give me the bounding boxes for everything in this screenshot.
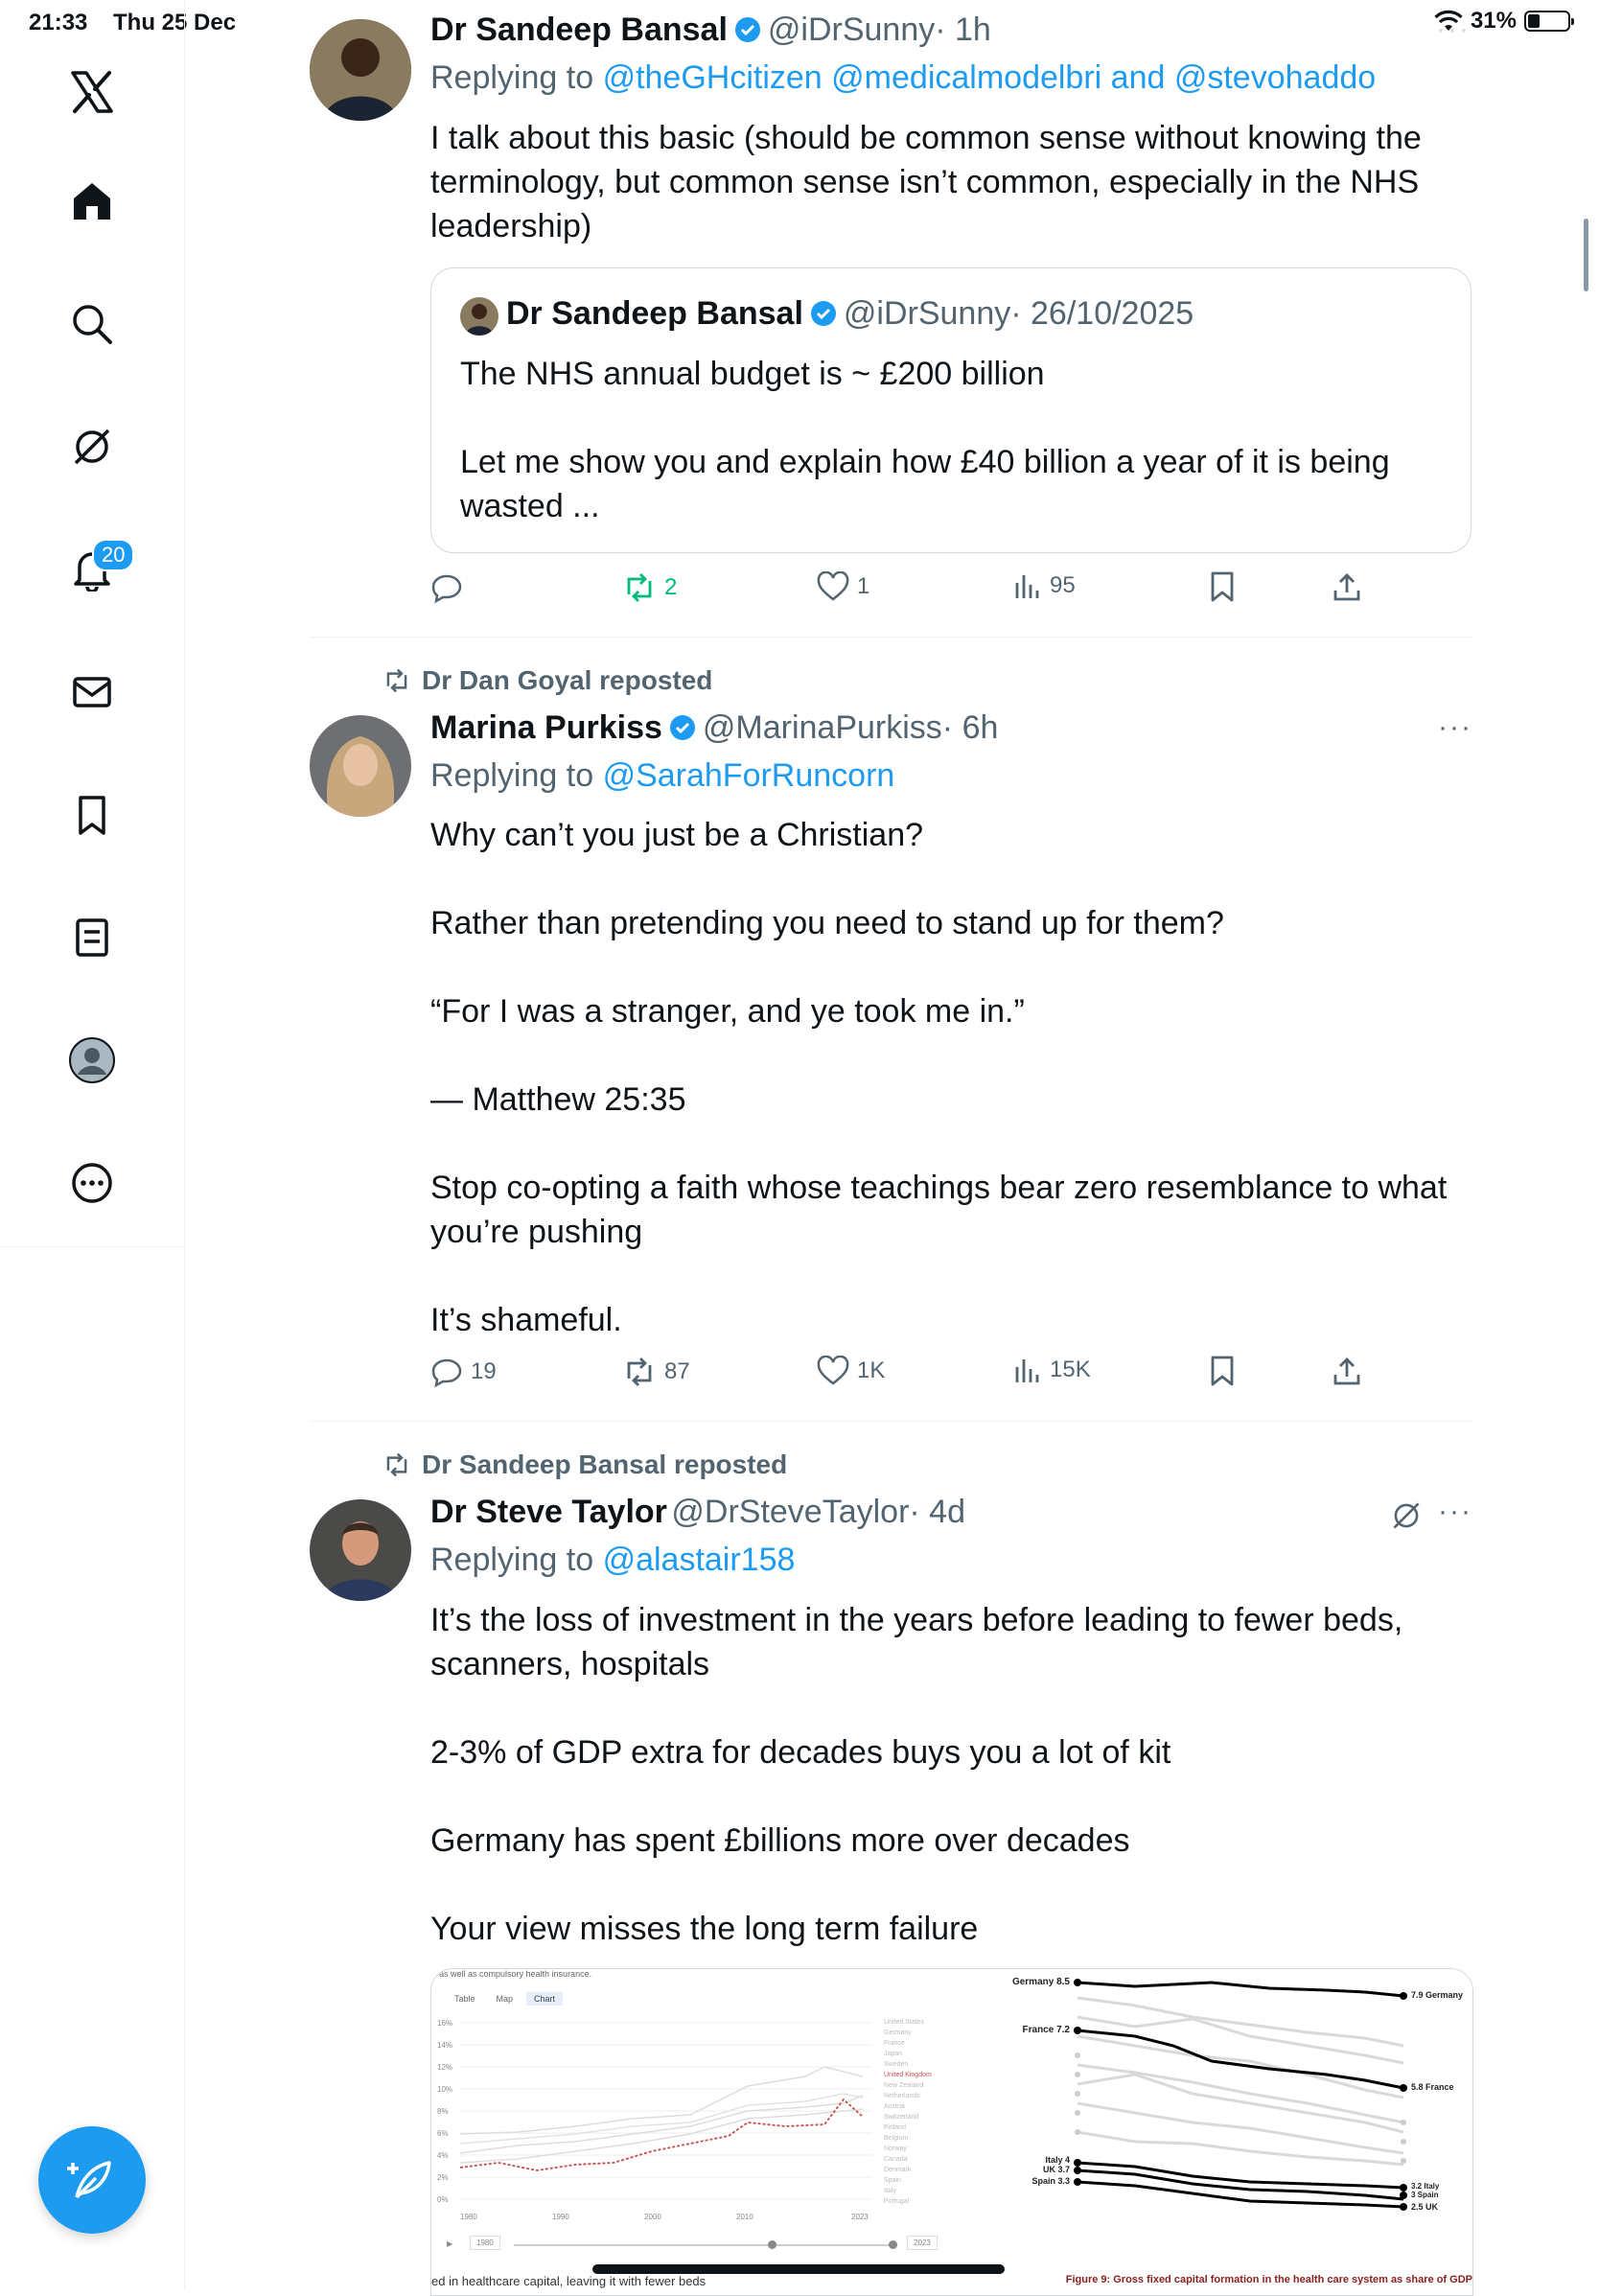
- y-tick: 0%: [437, 2195, 449, 2204]
- x-tick: 1990: [552, 2213, 569, 2221]
- avatar-sandeep[interactable]: [310, 19, 411, 121]
- tweet-text: It’s the loss of investment in the years before leading to fewer beds, scanners, hospitals 2-3% of GDP extra for decades buys you a lot of kit Germany has spent £billions more over decades Your view misses the long term failure: [430, 1602, 1403, 1947]
- profile-icon[interactable]: [63, 1032, 121, 1089]
- right-label-left: Spain 3.3: [1031, 2176, 1070, 2186]
- media-image-right[interactable]: [982, 1969, 1472, 2295]
- media-tab-map: Map: [496, 1994, 514, 2004]
- share-button[interactable]: [1332, 571, 1362, 602]
- share-icon: [1332, 1356, 1362, 1386]
- tweet-divider: [310, 637, 1473, 638]
- y-tick: 14%: [437, 2041, 453, 2050]
- right-label-left: Germany 8.5: [1011, 1977, 1070, 1987]
- sidebar: [0, 0, 185, 1246]
- like-button[interactable]: [817, 1356, 885, 1386]
- right-label-left: UK 3.7: [1042, 2165, 1070, 2174]
- legend-item: Switzerland: [884, 2114, 919, 2121]
- repost-indicator[interactable]: [382, 665, 712, 696]
- bookmark-icon: [1209, 571, 1236, 602]
- tweet-text: Why can’t you just be a Christian? Rather than pretending you need to stand up for them? “For I was a stranger, and ye took me in.” — Matthew 25:35 Stop co-opting a faith whose teachings bear zero resemblance to what you’re pushing It’s shameful.: [430, 817, 1448, 1338]
- legend-item: Italy: [884, 2188, 896, 2194]
- more-options-icon[interactable]: ···: [1436, 13, 1471, 45]
- repost-button[interactable]: [622, 571, 677, 604]
- x-tick: 1980: [460, 2213, 477, 2221]
- legend-item: Austria: [884, 2103, 905, 2110]
- verified-badge-icon: [809, 299, 838, 328]
- media-tabs: [447, 1992, 563, 2006]
- tweet-time[interactable]: · 1h: [935, 12, 991, 48]
- replying-to-users[interactable]: @alastair158: [602, 1542, 796, 1578]
- quote-text: The NHS annual budget is ~ £200 billion Let me show you and explain how £40 billion a year of it is being wasted ...: [460, 356, 1390, 524]
- heart-icon: [817, 571, 849, 602]
- reply-icon: [430, 1356, 463, 1388]
- verified-badge-icon: [668, 713, 697, 742]
- right-label-right: 2.5 UK: [1411, 2202, 1439, 2212]
- replying-to: [430, 757, 894, 795]
- tweet-header: [430, 709, 998, 747]
- tweet-actions: [430, 571, 1389, 610]
- media-range-slider: ▶ 1980 2023: [447, 2236, 955, 2255]
- media-x-axis: [460, 2213, 872, 2224]
- tweet-text: I talk about this basic (should be common sense without knowing the terminology, but common sense isn’t common, especially in the NHS leadership): [430, 120, 1422, 244]
- legend-item: Portugal: [884, 2198, 910, 2205]
- x-tick: 2023: [851, 2213, 869, 2221]
- tweet-header: [430, 1494, 965, 1531]
- reply-button[interactable]: [430, 1356, 497, 1388]
- heart-icon: [817, 1356, 849, 1386]
- quote-handle: @iDrSunny: [843, 295, 1011, 332]
- home-indicator[interactable]: [592, 2264, 1005, 2274]
- scrollbar[interactable]: [1584, 219, 1588, 291]
- right-label-left: France 7.2: [1022, 2025, 1070, 2035]
- repost-icon: [382, 1451, 412, 1478]
- author-name[interactable]: Dr Steve Taylor: [430, 1494, 667, 1530]
- compose-button[interactable]: [38, 2126, 146, 2234]
- reply-icon: [430, 571, 463, 604]
- more-options-icon[interactable]: ···: [1438, 711, 1472, 743]
- media-left-header: as well as compulsory health insurance.: [439, 1969, 592, 1979]
- media-image-left[interactable]: [431, 1969, 978, 2295]
- legend-item: Canada: [884, 2156, 908, 2163]
- author-handle[interactable]: @iDrSunny: [767, 12, 936, 48]
- replying-to-users[interactable]: @theGHcitizen @medicalmodelbri and @stevohaddo: [602, 59, 1377, 96]
- repost-indicator[interactable]: [382, 1449, 787, 1480]
- legend-item: Finland: [884, 2124, 906, 2131]
- compose-icon: [63, 2151, 121, 2209]
- quote-tweet[interactable]: [430, 267, 1472, 553]
- repost-count: 87: [664, 1358, 690, 1384]
- notifications-badge: 20: [92, 539, 134, 571]
- bookmark-icon: [1209, 1356, 1236, 1386]
- grok-icon[interactable]: [1390, 1499, 1423, 1537]
- media-left-chart: [460, 2019, 872, 2211]
- status-time: 21:33: [29, 10, 88, 35]
- author-handle[interactable]: @MarinaPurkiss: [702, 709, 942, 746]
- replying-to-label: Replying to: [430, 1542, 594, 1578]
- legend-item: France: [884, 2040, 905, 2047]
- media-right-caption: Figure 9: Gross fixed capital formation in the health care system as share of GDP: [1065, 2274, 1472, 2285]
- replying-to-users[interactable]: @SarahForRuncorn: [602, 757, 895, 794]
- repost-icon: [622, 1356, 657, 1388]
- repost-by: Dr Dan Goyal reposted: [422, 665, 713, 695]
- battery-icon: [1524, 11, 1570, 32]
- sidebar-border: [184, 1246, 185, 2289]
- views-count: 15K: [1050, 1357, 1091, 1382]
- legend-item: Spain: [884, 2177, 901, 2184]
- legend-item: Netherlands: [884, 2093, 920, 2099]
- bookmark-button[interactable]: [1209, 1356, 1236, 1386]
- status-date: Thu 25 Dec: [113, 10, 237, 35]
- list-icon[interactable]: [63, 909, 121, 966]
- x-logo-icon[interactable]: [63, 63, 121, 121]
- legend-item: United States: [884, 2019, 925, 2026]
- author-name[interactable]: Marina Purkiss: [430, 709, 662, 746]
- y-tick: 8%: [437, 2107, 449, 2116]
- legend-item: Germany: [884, 2029, 912, 2036]
- media-tab-chart: Chart: [526, 1992, 563, 2006]
- media-tab-table: Table: [454, 1994, 475, 2004]
- y-tick: 6%: [437, 2129, 449, 2138]
- views-button[interactable]: [1013, 571, 1076, 600]
- range-end: 2023: [907, 2236, 938, 2250]
- quote-avatar: [460, 297, 498, 336]
- share-button[interactable]: [1332, 1356, 1362, 1386]
- repost-icon: [622, 571, 657, 604]
- repost-button[interactable]: [622, 1356, 690, 1388]
- verified-badge-icon: [733, 15, 762, 44]
- reply-button[interactable]: [430, 571, 463, 604]
- replying-to-label: Replying to: [430, 757, 594, 794]
- like-count: 1: [857, 573, 870, 599]
- quote-header: [506, 295, 1193, 333]
- views-icon: [1013, 571, 1042, 600]
- mail-icon[interactable]: [63, 663, 121, 721]
- like-count: 1K: [857, 1357, 886, 1383]
- range-start: 1980: [470, 2236, 500, 2250]
- legend-item: Sweden: [884, 2061, 909, 2068]
- y-tick: 12%: [437, 2063, 453, 2072]
- media-legend: [884, 2017, 970, 2207]
- right-label-right: 5.8 France: [1411, 2082, 1454, 2092]
- quote-author: Dr Sandeep Bansal: [506, 295, 803, 332]
- more-circle-icon[interactable]: [63, 1154, 121, 1212]
- repost-count: 2: [664, 574, 678, 600]
- media-left-caption: ed in healthcare capital, leaving it with fewer beds: [431, 2274, 707, 2288]
- replying-to-label: Replying to: [430, 59, 594, 96]
- right-label-right: 3 Spain: [1411, 2191, 1439, 2199]
- replying-to: [430, 1542, 795, 1579]
- repost-by: Dr Sandeep Bansal reposted: [422, 1449, 788, 1479]
- search-icon[interactable]: [63, 295, 121, 353]
- y-tick: 16%: [437, 2019, 453, 2028]
- right-label-right: 3.2 Italy: [1411, 2182, 1440, 2191]
- tweet-time[interactable]: · 6h: [941, 709, 999, 746]
- x-tick: 2010: [736, 2213, 753, 2221]
- author-name[interactable]: Dr Sandeep Bansal: [430, 12, 728, 48]
- share-icon: [1332, 571, 1362, 602]
- right-label-right: 7.9 Germany: [1411, 1990, 1464, 2000]
- legend-item: United Kingdom: [884, 2072, 932, 2078]
- y-tick: 10%: [437, 2085, 453, 2094]
- avatar-steve[interactable]: [310, 1499, 411, 1601]
- more-options-icon[interactable]: ···: [1438, 1496, 1472, 1527]
- battery-percent: 31%: [1470, 8, 1517, 34]
- tweet-header: [430, 12, 991, 49]
- y-tick: 2%: [437, 2173, 449, 2182]
- tweet-time[interactable]: · 4d: [909, 1494, 965, 1530]
- legend-item: Norway: [884, 2145, 907, 2152]
- bookmark-button[interactable]: [1209, 571, 1236, 602]
- replying-to: [430, 59, 1376, 97]
- home-icon[interactable]: [63, 173, 121, 230]
- repost-icon: [382, 667, 412, 694]
- y-tick: 4%: [437, 2151, 449, 2160]
- tweet-divider: [310, 1421, 1473, 1422]
- sidebar-divider: [0, 1246, 184, 1247]
- quote-time: · 26/10/2025: [1010, 295, 1194, 332]
- views-button[interactable]: [1013, 1356, 1091, 1384]
- media-right-chart: [982, 1969, 1472, 2257]
- avatar-marina[interactable]: [310, 715, 411, 817]
- views-icon: [1013, 1356, 1042, 1384]
- legend-item: Japan: [884, 2051, 903, 2057]
- x-tick: 2000: [644, 2213, 661, 2221]
- legend-item: New Zealand: [884, 2082, 924, 2089]
- legend-item: Belgium: [884, 2135, 909, 2142]
- like-button[interactable]: [817, 571, 869, 602]
- bookmark-icon[interactable]: [63, 786, 121, 844]
- tweet-actions: [430, 1356, 1389, 1394]
- reply-count: 19: [471, 1358, 497, 1384]
- grok-icon[interactable]: [63, 418, 121, 475]
- author-handle[interactable]: @DrSteveTaylor: [671, 1494, 910, 1530]
- tweet-media[interactable]: [430, 1968, 1473, 2296]
- views-count: 95: [1050, 572, 1076, 598]
- legend-item: Denmark: [884, 2167, 912, 2173]
- right-label-left: Italy 4: [1045, 2155, 1070, 2165]
